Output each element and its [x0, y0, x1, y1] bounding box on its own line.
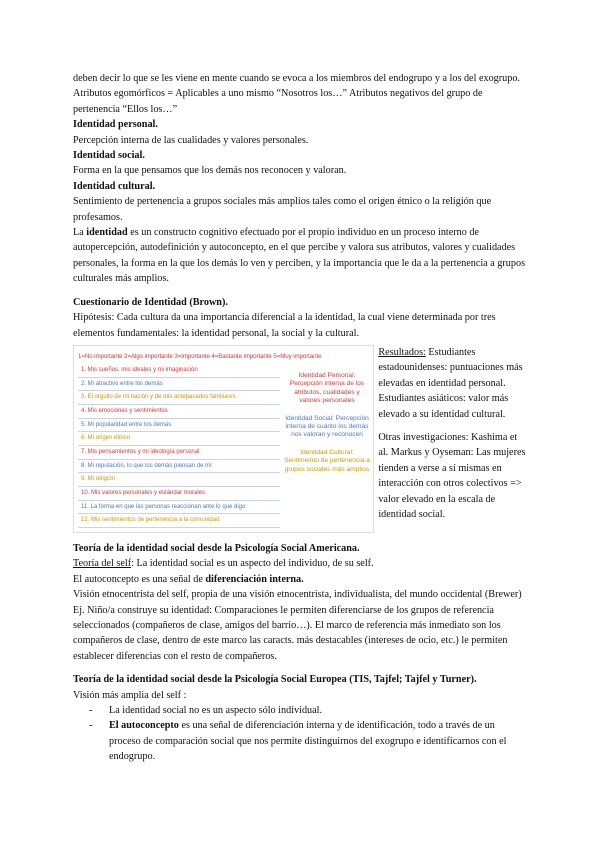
questionnaire-item: 12. Mis sentimientos de pertenencia a la comunidad — [78, 514, 280, 528]
identidad-cultural-text: Sentimiento de pertenencia a grupos sociales más amplios tales como el origen étnico o la religión que profesamos. — [73, 196, 492, 223]
resultados-text-3: Otras investigaciones: Kashima et al. Markus y Oyseman: Las mujeres tienden a verse a sí mismas en interacción con otros colectivos => valor elevado en la escala de identidad social. — [378, 431, 526, 520]
list-item: - El autoconcepto es una señal de diferenciación interna y de identificación, todo a través de un proceso de comparación social que nos permite distinguirnos del exogrupo e identificarnos con el endogrupo. — [73, 718, 528, 764]
scale-legend: 1=No importante 2=Algo importante 3=Importante 4=Bastante importante 5=Muy importante — [78, 352, 322, 360]
autoconcepto-text: El autoconcepto es una señal de diferenciación interna. — [73, 573, 304, 585]
questionnaire-item: 6. Mi origen étnico — [78, 432, 280, 446]
identidad-personal-heading: Identidad personal. — [73, 119, 158, 131]
vision-etnocentrista-text: Visión etnocentrista del self, propia de una visión etnocentrista, individualista, del mundo occidental (Brewer) Ej. Niño/a construye su identidad: Comparaciones le permiten diferenciarse de los grupos de referencia seleccionados (compañeros de clase, amigos del barrio…). El marco de referencia más inmediato son los compañeros de clase, dentro de este marco las caracts. más destacables (intereses de ocio, etc.) le permiten establecer diferencias con el resto de compañeros. — [73, 589, 522, 662]
note-identidad-cultural: Identidad Cultural: Sentimiento de pertenencia a grupos sociales más amplios — [284, 448, 370, 473]
questionnaire-item: 11. La forma en que las personas reaccionan ante lo que digo — [78, 501, 280, 515]
questionnaire-item: 9. Mi religión — [78, 473, 280, 487]
intro-line-1: deben decir lo que se les viene en mente cuando se evoca a los miembros del endogrupo y a los del exogrupo. — [73, 73, 520, 84]
intro-line-2: Atributos egomórficos = Aplicables a uno mismo “Nosotros los…” Atributos negativos del grupo de pertenencia “Ellos los…” — [73, 88, 483, 115]
teoria-americana-heading: Teoría de la identidad social desde la Psicología Social Americana. — [73, 542, 360, 554]
note-identidad-personal: Identidad Personal: Percepción interna de los atributos, cualidades y valores personales — [289, 371, 365, 405]
questionnaire-item: 7. Mis pensamientos y mi ideología personal — [78, 446, 280, 460]
teoria-self-text: Teoría del self: La identidad social es un aspecto del individuo, de su self. — [73, 558, 374, 570]
teoria-europea-list — [73, 703, 528, 765]
cuestionario-heading: Cuestionario de Identidad (Brown). — [73, 296, 228, 308]
resultados-text-1: Resultados: Estudiantes estadounidenses: puntuaciones más elevadas en identidad personal. — [378, 346, 523, 389]
vision-amplia-text: Visión más amplia del self : — [73, 689, 187, 701]
resultados-text-2: Estudiantes asiáticos: valor más elevado a su identidad cultural. — [378, 393, 509, 420]
figure-row — [73, 345, 528, 533]
questionnaire-figure — [73, 345, 374, 533]
identity-notes — [284, 372, 370, 483]
teoria-europea-heading: Teoría de la identidad social desde la Psicología Social Europea (TIS, Tajfel; Tajfel y Turner). — [73, 674, 477, 686]
document-body — [73, 71, 528, 765]
questionnaire-item: 3. El orgullo de mi nación y de mis antepasados familiares — [78, 391, 280, 405]
identidad-social-text: Forma en la que pensamos que los demás nos reconocen y valoran. — [73, 165, 347, 177]
questionnaire-item: 1. Mis sueños, mis ideales y mi imaginación — [78, 364, 280, 378]
questionnaire-items — [78, 364, 280, 528]
identidad-personal-text: Percepción interna de las cualidades y valores personales. — [73, 134, 309, 146]
note-identidad-social: Identidad Social: Percepción interna de cuánto los demás nos valoran y reconocen — [285, 414, 369, 439]
list-item: - La identidad social no es un aspecto sólo individual. — [73, 703, 528, 718]
hipotesis-text: Hipótesis: Cada cultura da una importancia diferencial a la identidad, la cual viene determinada por tres elementos fundamentales: la identidad personal, la social y la cultural. — [73, 312, 496, 339]
definicion-identidad: La identidad es un constructo cognitivo efectuado por el propio individuo en un proceso interno de autopercepción, autodefinición y autoconcepto, en el que percibe y valora sus atributos, valores y cualidades personales, la forma en la que los demás lo ven y perciben, y la importancia que le da a la pertenencia a grupos culturales más amplios. — [73, 227, 526, 285]
questionnaire-item: 5. Mi popularidad entre los demás — [78, 419, 280, 433]
questionnaire-item: 4. Mis emociones y sentimientos — [78, 405, 280, 419]
questionnaire-item: 8. Mi reputación, lo que los demás piensan de mí — [78, 460, 280, 474]
identidad-cultural-heading: Identidad cultural. — [73, 180, 156, 192]
questionnaire-item: 10. Mis valores personales y estándar morales — [78, 487, 280, 501]
questionnaire-item: 2. Mi atractivo entre los demás — [78, 378, 280, 392]
resultados-column — [378, 345, 528, 533]
identidad-social-heading: Identidad social. — [73, 150, 145, 162]
